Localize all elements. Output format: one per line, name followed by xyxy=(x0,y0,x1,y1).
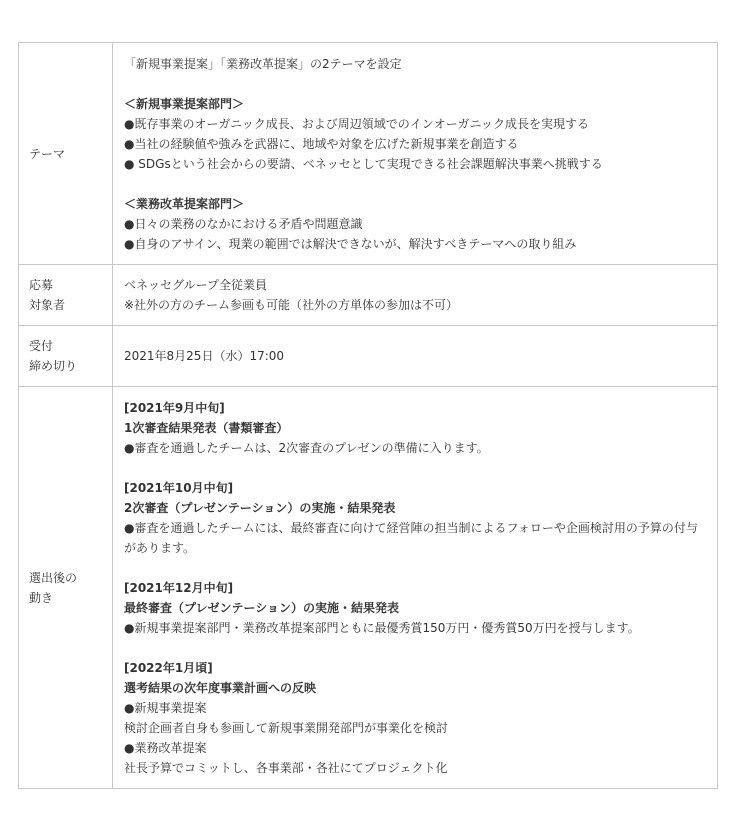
stage-line: ●新規事業提案 xyxy=(124,700,207,715)
section-heading-new-business: ＜新規事業提案部門＞ xyxy=(124,96,245,111)
new-business-item: ●当社の経験値や強みを武器に、地域や対象を広げた新規事業を創造する xyxy=(124,136,519,151)
section-heading-business-reform: ＜業務改革提案部門＞ xyxy=(124,196,245,211)
theme-label-text: テーマ xyxy=(29,146,66,161)
eligibility-line: ※社外の方のチーム参画も可能（社外の方単体の参加は不可） xyxy=(124,298,459,312)
theme-label xyxy=(19,43,113,265)
eligibility-line: ベネッセグループ全従業員 xyxy=(124,278,268,292)
stage-date: [2022年1月頃] xyxy=(124,660,213,675)
eligibility-content xyxy=(113,265,718,326)
stage-line: ●業務改革提案 xyxy=(124,740,207,755)
stage-date: [2021年10月中旬] xyxy=(124,480,234,495)
new-business-item: ● SDGsという社会からの要請、ベネッセとして実現できる社会課題解決事業へ挑戦する xyxy=(124,156,603,171)
deadline-label-line: 受付 xyxy=(29,339,54,353)
deadline-content xyxy=(113,326,718,387)
stage-line: ●審査を通過したチームは、2次審査のプレゼンの準備に入ります。 xyxy=(124,440,489,455)
deadline-label-line: 締め切り xyxy=(29,359,78,373)
stage-title: 1次審査結果発表（書類審査） xyxy=(124,420,289,435)
theme-intro: 「新規事業提案」「業務改革提案」の2テーマを設定 xyxy=(124,56,402,71)
deadline-label xyxy=(19,326,113,387)
new-business-item: ●既存事業のオーガニック成長、および周辺領域でのインオーガニック成長を実現する xyxy=(124,116,590,131)
after-selection-row xyxy=(19,387,718,789)
theme-row xyxy=(19,43,718,265)
program-info-table xyxy=(18,42,718,789)
after-selection-label-line: 動き xyxy=(29,590,54,605)
eligibility-label-line: 対象者 xyxy=(29,298,66,312)
stage-date: [2021年12月中旬] xyxy=(124,580,234,595)
theme-content xyxy=(113,43,718,265)
stage-title: 選考結果の次年度事業計画への反映 xyxy=(124,680,317,695)
after-selection-label-line: 選出後の xyxy=(29,570,78,585)
stage-title: 2次審査（プレゼンテーション）の実施・結果発表 xyxy=(124,500,396,515)
deadline-row xyxy=(19,326,718,387)
eligibility-row xyxy=(19,265,718,326)
stage-line: ●審査を通過したチームには、最終審査に向けて経営陣の担当制によるフォローや企画検討用の予算の付与があります。 xyxy=(124,520,698,555)
eligibility-label xyxy=(19,265,113,326)
stage-line: 検討企画者自身も参画して新規事業開発部門が事業化を検討 xyxy=(124,720,449,735)
deadline-value: 2021年8月25日（水）17:00 xyxy=(124,349,285,363)
after-selection-content xyxy=(113,387,718,789)
stage-date: [2021年9月中旬] xyxy=(124,400,225,415)
business-reform-item: ●自身のアサイン、現業の範囲では解決できないが、解決すべきテーマへの取り組み xyxy=(124,236,577,251)
stage-line: 社長予算でコミットし、各事業部・各社にてプロジェクト化 xyxy=(124,760,448,775)
after-selection-label xyxy=(19,387,113,789)
business-reform-item: ●日々の業務のなかにおける矛盾や問題意識 xyxy=(124,216,363,231)
eligibility-label-line: 応募 xyxy=(29,278,54,292)
stage-title: 最終審査（プレゼンテーション）の実施・結果発表 xyxy=(124,600,400,615)
stage-line: ●新規事業提案部門・業務改革提案部門ともに最優秀賞150万円・優秀賞50万円を授与します。 xyxy=(124,620,640,635)
